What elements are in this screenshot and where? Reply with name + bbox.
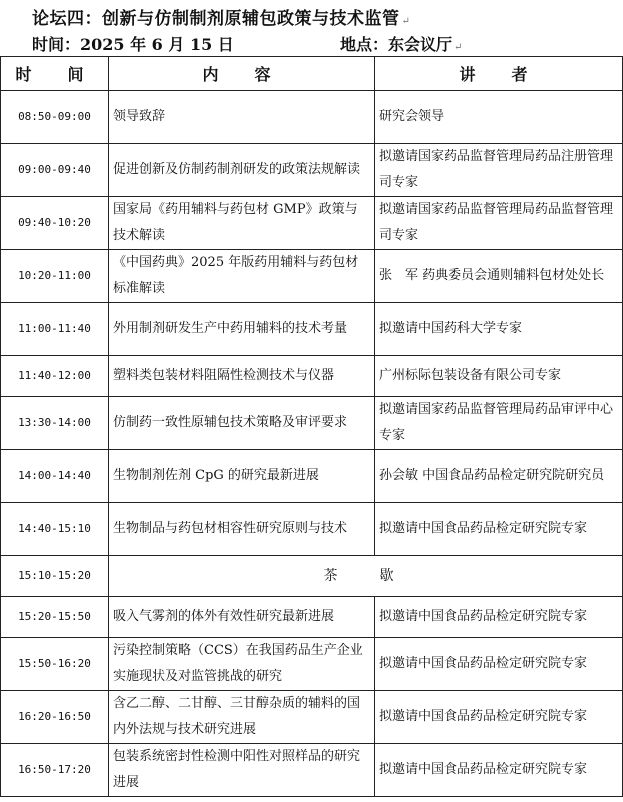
table-row — [1, 503, 623, 556]
table-row-break — [1, 556, 623, 597]
session-content: 生物制品与药包材相容性研究原则与技术 — [109, 503, 375, 556]
table-row — [1, 450, 623, 503]
forum-title: 论坛四：创新与仿制制剂原辅包政策与技术监管 ↵ — [32, 9, 411, 29]
table-row — [1, 744, 623, 797]
event-location: 地点：东会议厅 ↵ — [340, 35, 463, 54]
session-speaker: 拟邀请中国药科大学专家 — [375, 303, 623, 356]
session-speaker: 拟邀请中国食品药品检定研究院专家 — [375, 503, 623, 556]
session-time: 11:00-11:40 — [1, 303, 109, 356]
table-row — [1, 397, 623, 450]
table-row — [1, 597, 623, 638]
session-speaker: 拟邀请中国食品药品检定研究院专家 — [375, 638, 623, 691]
session-content: 塑料类包装材料阻隔性检测技术与仪器 — [109, 356, 375, 397]
session-time: 15:20-15:50 — [1, 597, 109, 638]
session-speaker: 拟邀请中国食品药品检定研究院专家 — [375, 691, 623, 744]
session-time: 13:30-14:00 — [1, 397, 109, 450]
session-speaker: 拟邀请中国食品药品检定研究院专家 — [375, 744, 623, 797]
session-content: 生物制剂佐剂 CpG 的研究最新进展 — [109, 450, 375, 503]
table-row — [1, 91, 623, 144]
session-time: 16:20-16:50 — [1, 691, 109, 744]
session-speaker: 拟邀请中国食品药品检定研究院专家 — [375, 597, 623, 638]
session-content: 包装系统密封性检测中阳性对照样品的研究进展 — [109, 744, 375, 797]
table-row — [1, 250, 623, 303]
session-time: 14:40-15:10 — [1, 503, 109, 556]
session-content: 吸入气雾剂的体外有效性研究最新进展 — [109, 597, 375, 638]
session-time: 15:50-16:20 — [1, 638, 109, 691]
session-speaker: 拟邀请国家药品监督管理局药品审评中心专家 — [375, 397, 623, 450]
session-time: 08:50-09:00 — [1, 91, 109, 144]
session-time: 09:40-10:20 — [1, 197, 109, 250]
column-header-time: 时 间 — [1, 57, 109, 91]
table-header-row — [1, 57, 623, 91]
table-row — [1, 691, 623, 744]
session-speaker: 拟邀请国家药品监督管理局药品监督管理司专家 — [375, 197, 623, 250]
column-header-content: 内 容 — [109, 57, 375, 91]
table-row — [1, 356, 623, 397]
session-time: 14:00-14:40 — [1, 450, 109, 503]
session-content: 污染控制策略（CCS）在我国药品生产企业实施现状及对监管挑战的研究 — [109, 638, 375, 691]
session-speaker: 拟邀请国家药品监督管理局药品注册管理司专家 — [375, 144, 623, 197]
session-speaker: 孙会敏 中国食品药品检定研究院研究员 — [375, 450, 623, 503]
column-header-speaker: 讲 者 — [375, 57, 623, 91]
session-content: 促进创新及仿制药制剂研发的政策法规解读 — [109, 144, 375, 197]
session-time: 16:50-17:20 — [1, 744, 109, 797]
session-time: 09:00-09:40 — [1, 144, 109, 197]
event-time: 时间：2025 年 6 月 15 日 — [32, 35, 234, 54]
session-time: 11:40-12:00 — [1, 356, 109, 397]
table-row — [1, 638, 623, 691]
session-time: 15:10-15:20 — [1, 556, 109, 597]
session-content: 国家局《药用辅料与药包材 GMP》政策与技术解读 — [109, 197, 375, 250]
tea-break-label: 茶 歇 — [109, 556, 623, 597]
session-speaker: 研究会领导 — [375, 91, 623, 144]
session-content: 仿制药一致性原辅包技术策略及审评要求 — [109, 397, 375, 450]
session-speaker: 广州标际包装设备有限公司专家 — [375, 356, 623, 397]
session-content: 外用制剂研发生产中药用辅料的技术考量 — [109, 303, 375, 356]
table-row — [1, 197, 623, 250]
schedule-table — [0, 56, 623, 797]
table-row — [1, 303, 623, 356]
session-speaker: 张 军 药典委员会通则辅料包材处处长 — [375, 250, 623, 303]
table-row — [1, 144, 623, 197]
session-content: 《中国药典》2025 年版药用辅料与药包材标准解读 — [109, 250, 375, 303]
session-content: 含乙二醇、二甘醇、三甘醇杂质的辅料的国内外法规与技术研究进展 — [109, 691, 375, 744]
session-content: 领导致辞 — [109, 91, 375, 144]
session-time: 10:20-11:00 — [1, 250, 109, 303]
